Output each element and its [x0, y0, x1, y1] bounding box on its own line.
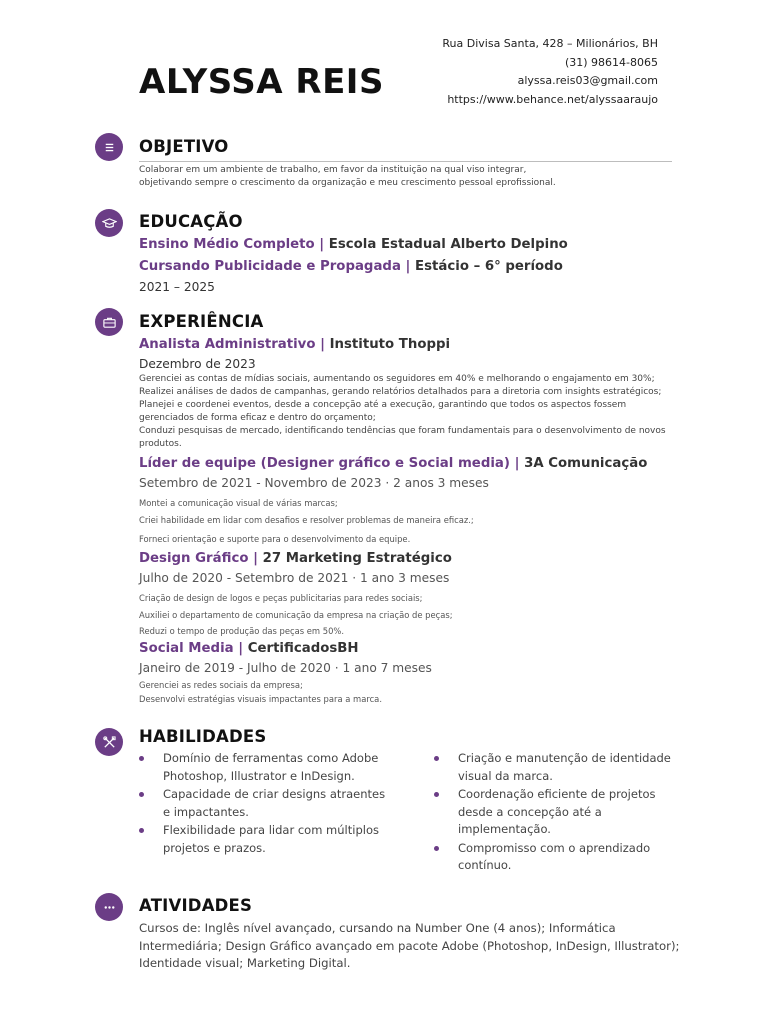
education-item: [139, 237, 568, 252]
education-item: [139, 259, 563, 274]
job-bullet: Criação de design de logos e peças publicitarias para redes sociais;: [139, 593, 423, 603]
job-role: Social Media |: [139, 641, 248, 656]
job-bullet: Gerenciei as contas de mídias sociais, aumentando os seguidores em 40% e melhorando o engajamento em 30%;: [139, 374, 655, 384]
job-role: Analista Administrativo |: [139, 337, 330, 352]
job-bullet: Realizei análises de dados de campanhas, gerando relatórios detalhados para a diretoria com insights estratégicos;: [139, 387, 662, 397]
skill-item: Domínio de ferramentas como Adobe Photoshop, Illustrator e InDesign.: [139, 750, 389, 785]
job-period: Setembro de 2021 - Novembro de 2023 · 2 anos 3 meses: [139, 476, 489, 490]
objetivo-text: [139, 164, 699, 190]
job-bullet: Auxiliei o departamento de comunicação da empresa na criação de peças;: [139, 610, 453, 620]
job-bullet: produtos.: [139, 439, 182, 449]
skills-list-left: [139, 750, 389, 858]
skill-item: Capacidade de criar designs atraentes e impactantes.: [139, 786, 389, 821]
section-title-habilidades: HABILIDADES: [139, 727, 267, 746]
skills-list-right: [434, 750, 679, 876]
candidate-name: ALYSSA REIS: [139, 62, 384, 102]
section-title-experiencia: EXPERIÊNCIA: [139, 312, 264, 331]
contact-block: [442, 35, 658, 109]
section-title-educacao: EDUCAÇÃO: [139, 212, 243, 231]
objetivo-line: Colaborar em um ambiente de trabalho, em favor da instituição na qual viso integrar,: [139, 165, 527, 175]
job-description: [139, 373, 709, 451]
briefcase-icon: [95, 308, 123, 336]
job-bullet: Reduzi o tempo de produção das peças em 50%.: [139, 626, 345, 636]
job-bullet: Planejei e coordenei eventos, desde a concepção até a execução, garantindo que todos os aspectos fossem: [139, 400, 627, 410]
contact-portfolio-link[interactable]: https://www.behance.net/alyssaaraujo: [447, 92, 658, 106]
job-title: [139, 641, 359, 656]
education-school: Escola Estadual Alberto Delpino: [328, 237, 568, 252]
job-title: [139, 337, 450, 352]
job-bullet: Criei habilidade em lidar com desafios e resolver problemas de maneira eficaz.;: [139, 515, 474, 525]
atividades-line: Identidade visual; Marketing Digital.: [139, 956, 351, 970]
education-school: Estácio – 6° período: [415, 259, 563, 274]
job-bullet: gerenciados de forma eficaz e dentro do orçamento;: [139, 413, 376, 423]
job-role: Líder de equipe (Designer gráfico e Social media) |: [139, 456, 525, 471]
contact-phone: (31) 98614-8065: [564, 55, 658, 69]
atividades-text: [139, 920, 679, 973]
job-bullet: Forneci orientação e suporte para o desenvolvimento da equipe.: [139, 534, 411, 544]
job-role: Design Gráfico |: [139, 551, 263, 566]
job-period: Dezembro de 2023: [139, 357, 256, 371]
atividades-line: Cursos de: Inglês nível avançado, cursando na Number One (4 anos); Informática: [139, 921, 616, 935]
education-course: Cursando Publicidade e Propagada |: [139, 259, 416, 274]
job-company: 27 Marketing Estratégico: [262, 551, 452, 566]
objetivo-line: objetivando sempre o crescimento da organização e meu crescimento pessoal eprofissional.: [139, 178, 556, 188]
job-bullet: Montei a comunicação visual de várias marcas;: [139, 498, 338, 508]
job-bullet: Conduzi pesquisas de mercado, identificando tendências que foram fundamentais para o desenvolvimento de novos: [139, 426, 666, 436]
tools-icon: [95, 728, 123, 756]
job-company: Instituto Thoppi: [329, 337, 451, 352]
job-bullet: Desenvolvi estratégias visuais impactantes para a marca.: [139, 694, 382, 704]
contact-email[interactable]: alyssa.reis03@gmail.com: [517, 74, 658, 87]
more-icon: [95, 893, 123, 921]
section-divider: [139, 161, 672, 162]
atividades-line: Intermediária; Design Gráfico avançado em pacote Adobe (Photoshop, InDesign, Illustrator);: [139, 938, 680, 953]
job-company: 3A Comunicação: [524, 456, 648, 471]
section-title-objetivo: OBJETIVO: [139, 137, 229, 156]
skill-item: Compromisso com o aprendizado contínuo.: [434, 840, 679, 875]
job-bullet: Gerenciei as redes sociais da empresa;: [139, 680, 303, 690]
skill-item: Coordenação eficiente de projetos desde a concepção até a implementação.: [434, 786, 679, 839]
education-period: 2021 – 2025: [139, 280, 215, 294]
job-company: CertificadosBH: [247, 641, 359, 656]
contact-address: Rua Divisa Santa, 428 – Milionários, BH: [442, 37, 658, 50]
list-icon: [95, 133, 123, 161]
skill-item: Criação e manutenção de identidade visual da marca.: [434, 750, 679, 785]
education-course: Ensino Médio Completo |: [139, 237, 329, 252]
section-title-atividades: ATIVIDADES: [139, 896, 253, 915]
graduation-cap-icon: [95, 209, 123, 237]
job-title: [139, 551, 452, 566]
skill-item: Flexibilidade para lidar com múltiplos projetos e prazos.: [139, 822, 389, 857]
job-period: Janeiro de 2019 - Julho de 2020 · 1 ano 7 meses: [139, 661, 432, 675]
job-title: [139, 456, 647, 471]
job-period: Julho de 2020 - Setembro de 2021 · 1 ano 3 meses: [139, 571, 450, 585]
